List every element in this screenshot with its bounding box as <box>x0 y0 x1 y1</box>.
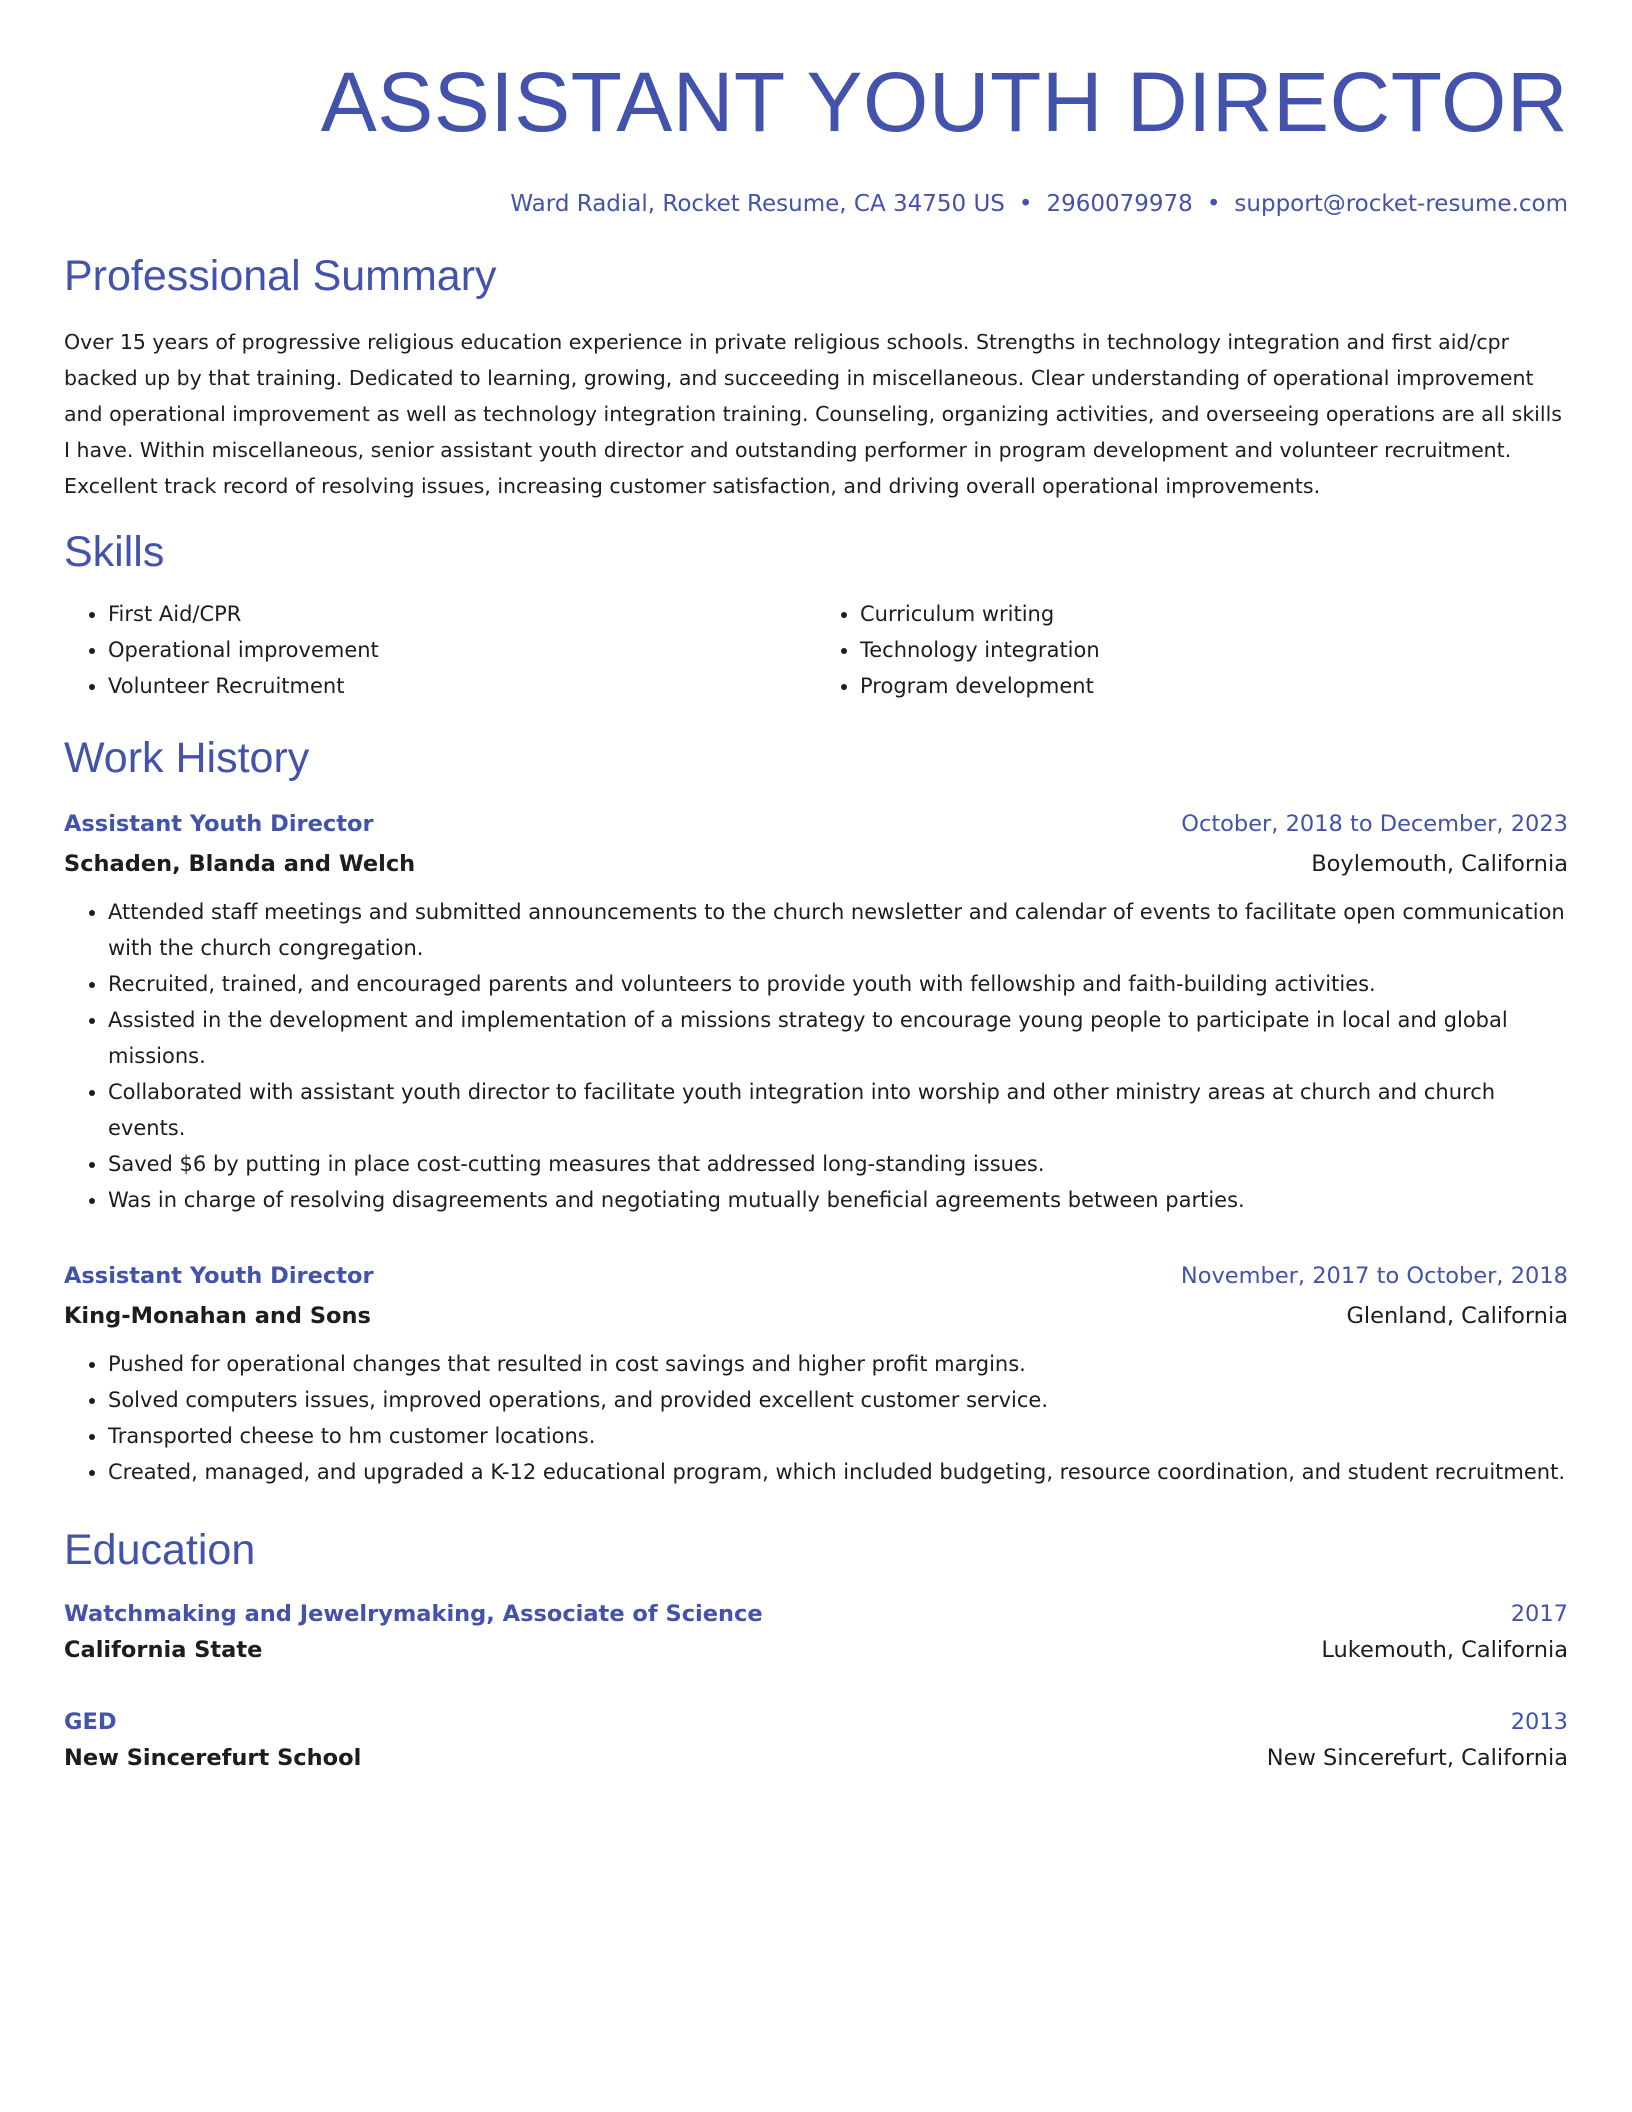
resume-header <box>64 52 1568 220</box>
duty-item: • Solved computers issues, improved operations, and provided excellent customer service. <box>108 1382 1568 1418</box>
job-duties <box>64 1346 1568 1490</box>
education-year: 2017 <box>1510 1601 1568 1627</box>
duty-item: • Collaborated with assistant youth director to facilitate youth integration into worship and other ministry areas at church and church events. <box>108 1074 1568 1146</box>
duty-item: • Saved $6 by putting in place cost-cutting measures that addressed long-standing issues. <box>108 1146 1568 1182</box>
duty-item: • Attended staff meetings and submitted announcements to the church newsletter and calendar of events to facilitate open communication with the church congregation. <box>108 894 1568 966</box>
education-header-row <box>64 1596 1568 1632</box>
job-location: Glenland, California <box>1346 1303 1568 1329</box>
duty-item: • Recruited, trained, and encouraged parents and volunteers to provide youth with fellowship and faith-building activities. <box>108 966 1568 1002</box>
job-duties <box>64 894 1568 1218</box>
job-employer: Schaden, Blanda and Welch <box>64 851 416 877</box>
education-school-row <box>64 1632 1568 1668</box>
skill-item: • Operational improvement <box>108 632 816 668</box>
summary-text: Over 15 years of progressive religious education experience in private religious schools. Strengths in technology integration and first aid/cpr backed up by that training. Dedicated to learning, growing, and succeeding in miscellaneous. Clear understanding of operational improvement and operational improvement as well as technology integration training. Counseling, organizing activities, and overseeing operations are all skills I have. Within miscellaneous, senior assistant youth director and outstanding performer in program development and volunteer recruitment. Excellent track record of resolving issues, increasing customer satisfaction, and driving overall operational improvements. <box>64 330 1562 498</box>
contact-line <box>64 188 1568 220</box>
job-title: Assistant Youth Director <box>64 811 374 837</box>
education-location: New Sincerefurt, California <box>1266 1745 1568 1771</box>
skill-item: • First Aid/CPR <box>108 596 816 632</box>
duty-item: • Created, managed, and upgraded a K-12 educational program, which included budgeting, resource coordination, and student recruitment. <box>108 1454 1568 1490</box>
candidate-name: ASSISTANT YOUTH DIRECTOR <box>320 55 1568 149</box>
skill-item: • Volunteer Recruitment <box>108 668 816 704</box>
skills-list <box>64 596 1568 704</box>
contact-separator: • <box>1018 191 1033 217</box>
duty-item: • Transported cheese to hm customer locations. <box>108 1418 1568 1454</box>
contact-phone: 2960079978 <box>1046 191 1193 217</box>
job-employer-row <box>64 842 1568 882</box>
education-degree: GED <box>64 1709 117 1735</box>
skills-column-left <box>64 596 816 704</box>
job-employer: King-Monahan and Sons <box>64 1303 371 1329</box>
contact-address: Ward Radial, Rocket Resume, CA 34750 US <box>510 191 1005 217</box>
duty-item: • Was in charge of resolving disagreements and negotiating mutually beneficial agreements between parties. <box>108 1182 1568 1218</box>
education-degree: Watchmaking and Jewelrymaking, Associate of Science <box>64 1601 763 1627</box>
job-entry <box>64 1258 1568 1490</box>
job-location: Boylemouth, California <box>1311 851 1568 877</box>
work-history-heading: Work History <box>64 734 310 782</box>
job-entry <box>64 806 1568 1218</box>
education-entry <box>64 1596 1568 1668</box>
skill-item: • Program development <box>860 668 1568 704</box>
education-school: California State <box>64 1637 263 1663</box>
education-header-row <box>64 1704 1568 1740</box>
summary-heading: Professional Summary <box>64 252 497 300</box>
job-header-row <box>64 1258 1568 1294</box>
job-employer-row <box>64 1294 1568 1334</box>
education-entry <box>64 1704 1568 1776</box>
skill-item: • Curriculum writing <box>860 596 1568 632</box>
duty-item: • Pushed for operational changes that resulted in cost savings and higher profit margins. <box>108 1346 1568 1382</box>
skills-heading: Skills <box>64 528 165 576</box>
duty-item: • Assisted in the development and implementation of a missions strategy to encourage young people to participate in local and global missions. <box>108 1002 1568 1074</box>
job-title: Assistant Youth Director <box>64 1263 374 1289</box>
job-dates: October, 2018 to December, 2023 <box>1181 811 1568 837</box>
skills-column-right <box>816 596 1568 704</box>
contact-separator: • <box>1206 191 1221 217</box>
education-heading: Education <box>64 1526 256 1574</box>
education-year: 2013 <box>1510 1709 1568 1735</box>
education-school: New Sincerefurt School <box>64 1745 362 1771</box>
job-header-row <box>64 806 1568 842</box>
education-location: Lukemouth, California <box>1321 1637 1568 1663</box>
contact-email[interactable]: support@rocket-resume.com <box>1234 191 1568 217</box>
education-school-row <box>64 1740 1568 1776</box>
job-dates: November, 2017 to October, 2018 <box>1180 1263 1568 1289</box>
skill-item: • Technology integration <box>860 632 1568 668</box>
